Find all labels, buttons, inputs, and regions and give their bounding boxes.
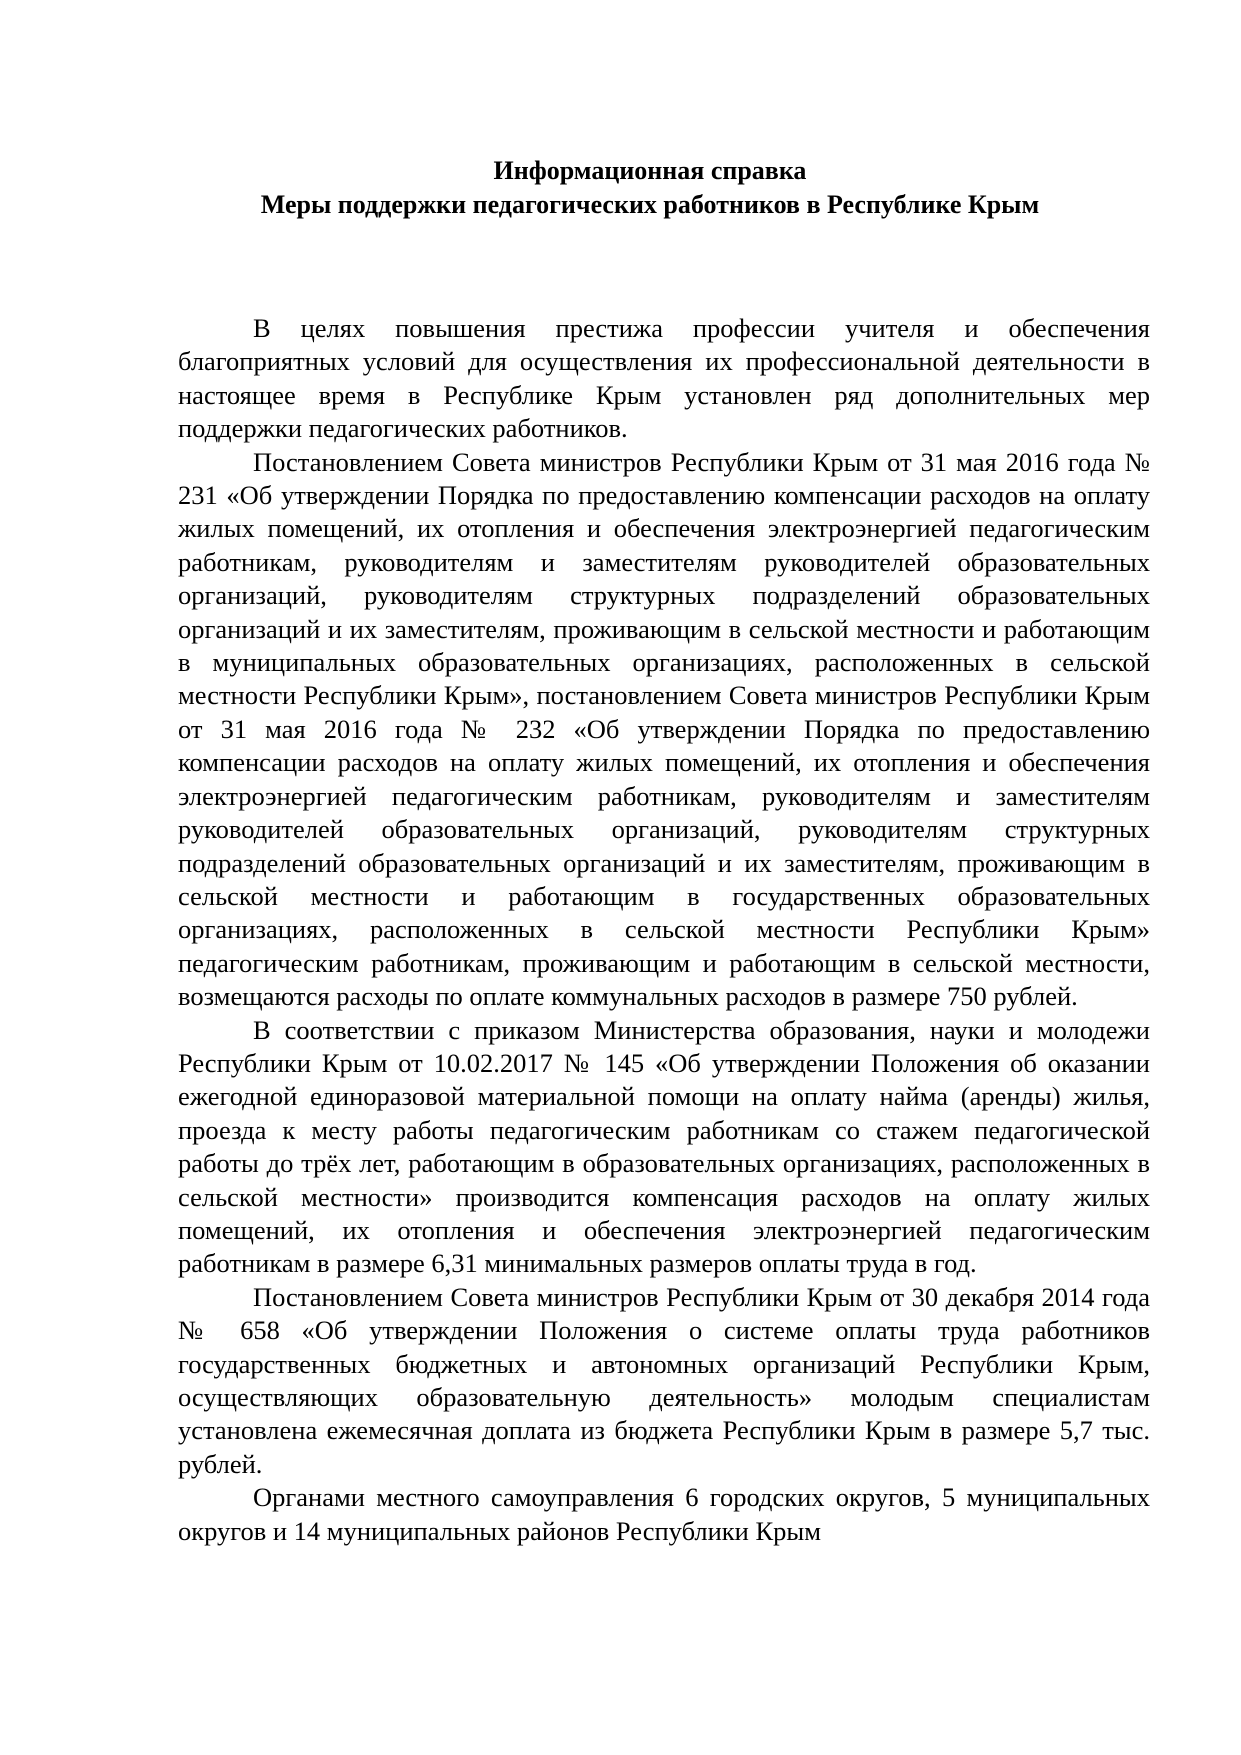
document-subtitle: Меры поддержки педагогических работников в Республике Крым [260,190,1040,219]
paragraph-resolution-658: Постановлением Совета министров Республики Крым от 30 декабря 2014 года № 658 «Об утверждении Положения о системе оплаты труда работников государственных бюджетных и автономных организаций Республики Крым, осуществляющих образовательную деятельность» молодым специалистам установлена ежемесячная доплата из бюджета Республики Крым в размере 5,7 тыс. рублей. [178,1281,1150,1479]
document-body [178,312,1150,1548]
paragraph-local-authorities: Органами местного самоуправления 6 городских округов, 5 муниципальных округов и 14 муниципальных районов Республики Крым [178,1482,1150,1546]
paragraph-resolution-231-232: Постановлением Совета министров Республики Крым от 31 мая 2016 года № 231 «Об утверждении Порядка по предоставлению компенсации расходов на оплату жилых помещений, их отопления и обеспечения электроэнергией педагогическим работникам, руководителям и заместителям руководителей образовательных организаций, руководителям структурных подразделений образовательных организаций и их заместителям, проживающим в сельской местности и работающим в муниципальных образовательных организациях, расположенных в сельской местности Республики Крым», постановлением Совета министров Республики Крым от 31 мая 2016 года № 232 «Об утверждении Порядка по предоставлению компенсации расходов на оплату жилых помещений, их отопления и обеспечения электроэнергией педагогическим работникам, руководителям и заместителям руководителей образовательных организаций, руководителям структурных подразделений образовательных организаций и их заместителям, проживающим в сельской местности и работающим в государственных образовательных организациях, расположенных в сельской местности Республики Крым» педагогическим работникам, проживающим и работающим в сельской местности, возмещаются расходы по оплате коммунальных расходов в размере 750 рублей. [178,446,1150,1012]
document-title: Информационная справка [493,156,807,185]
paragraph-intro: В целях повышения престижа профессии учителя и обеспечения благоприятных условий для осуществления их профессиональной деятельности в настоящее время в Республике Крым установлен ряд дополнительных мер поддержки педагогических работников. [178,313,1150,444]
paragraph-order-145: В соответствии с приказом Министерства образования, науки и молодежи Республики Крым от 10.02.2017 № 145 «Об утверждении Положения об оказании ежегодной единоразовой материальной помощи на оплату найма (аренды) жилья, проезда к месту работы педагогическим работникам со стажем педагогической работы до трёх лет, работающим в образовательных организациях, расположенных в сельской местности» производится компенсация расходов на оплату жилых помещений, их отопления и обеспечения электроэнергией педагогическим работникам в размере 6,31 минимальных размеров оплаты труда в год. [178,1014,1150,1279]
